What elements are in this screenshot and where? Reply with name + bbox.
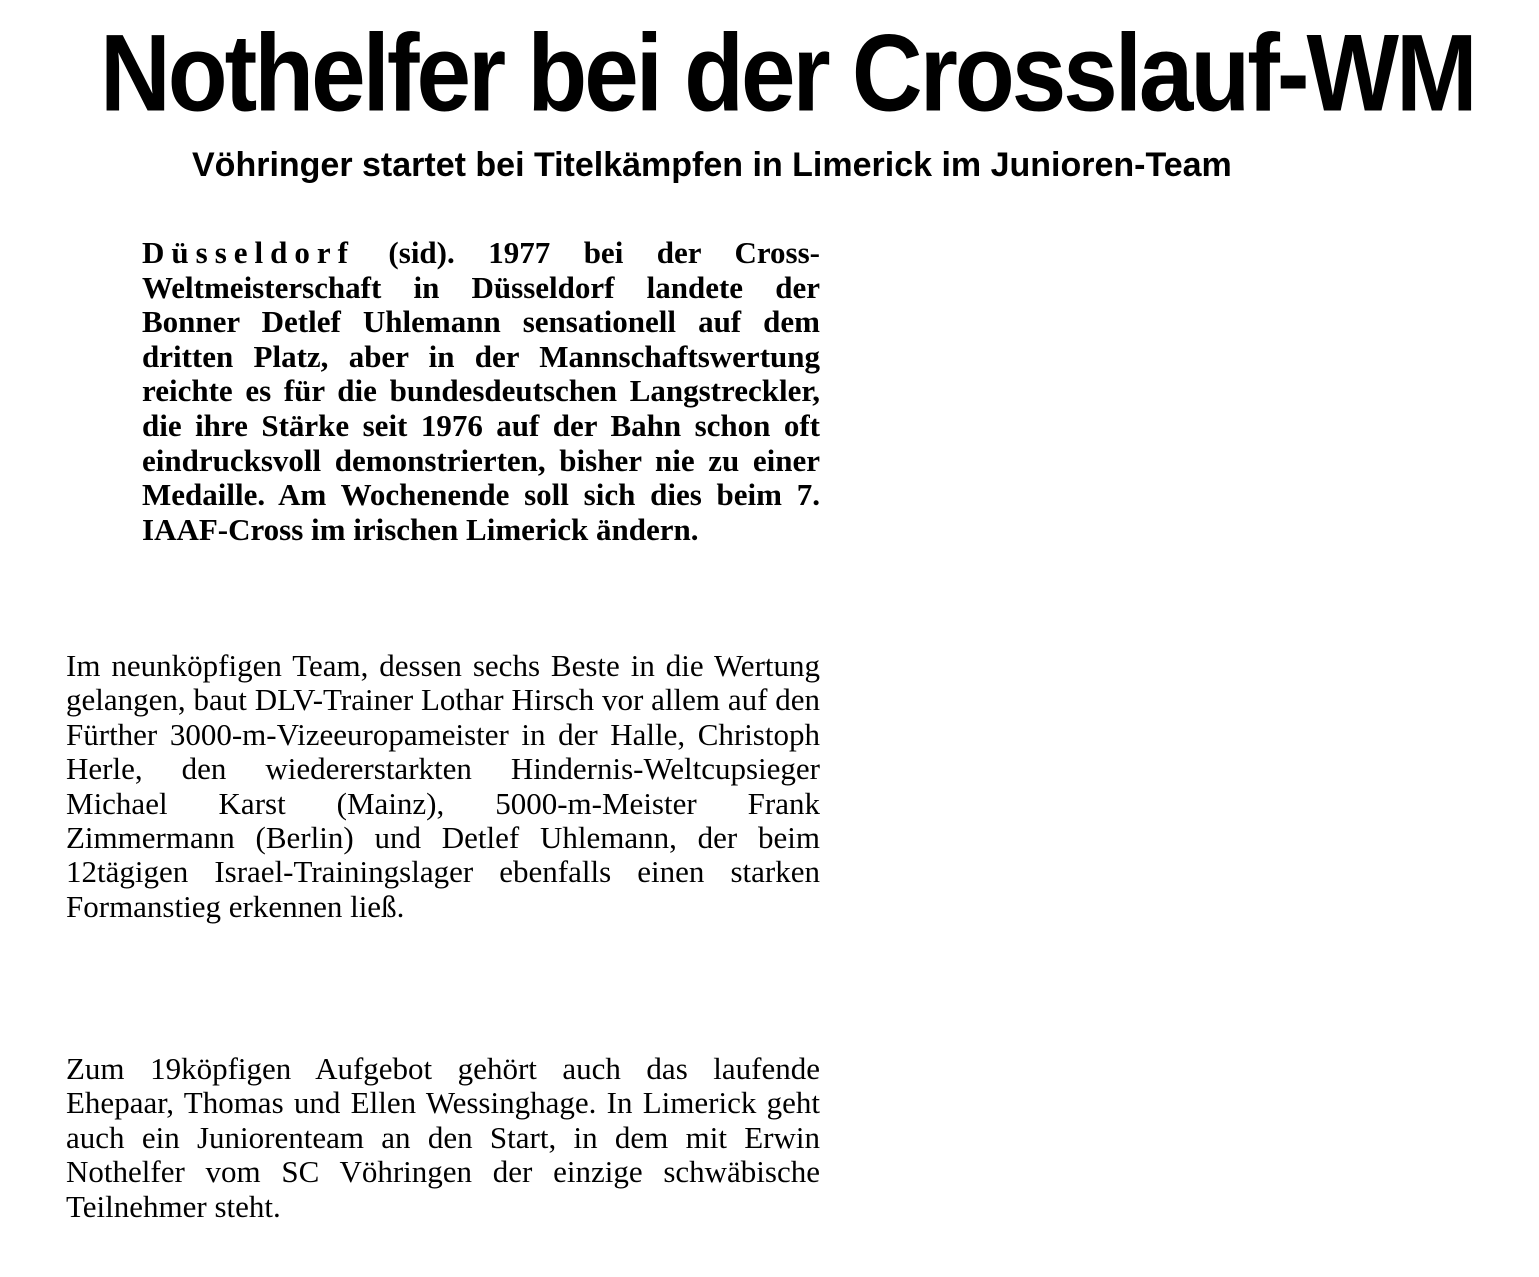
dateline: Düsseldorf (142, 235, 355, 270)
subheadline: Vöhringer startet bei Titelkämpfen in Limerick im Junioren-Team (192, 146, 1232, 184)
body-paragraph-1: Im neunköpfigen Team, dessen sechs Beste in die Wertung gelangen, baut DLV-Trainer Lothar Hirsch vor allem auf den Fürther 3000-m-Vizeeuropameister in der Halle, Christoph Herle, den wiedererstarkten Hindernis-Weltcupsieger Michael Karst (Mainz), 5000-m-Meister Frank Zimmermann (Berlin) und Detlef Uhlemann, der beim 12tägigen Israel-Trainingslager ebenfalls einen starken Formanstieg erkennen ließ. (66, 648, 820, 924)
lead-paragraph (110, 236, 820, 547)
body-paragraph-2: Zum 19köpfigen Aufgebot gehört auch das laufende Ehepaar, Thomas und Ellen Wessinghage. In Limerick geht auch ein Juniorenteam an den Start, in dem mit Erwin Nothelfer vom SC Vöhringen der einzige schwäbische Teilnehmer steht. (66, 1051, 820, 1224)
headline: Nothelfer bei der Crosslauf-WM (100, 10, 1475, 134)
lead-text: (sid). 1977 bei der Cross-Weltmeisterschaft in Düsseldorf landete der Bonner Detlef Uhlemann sensationell auf dem dritten Platz, aber in der Mannschaftswertung reichte es für die bundesdeutschen Langstreckler, die ihre Stärke seit 1976 auf der Bahn schon oft eindrucksvoll demonstrierten, bisher nie zu einer Medaille. Am Wochenende soll sich dies beim 7. IAAF-Cross im irischen Limerick ändern. (142, 235, 820, 547)
